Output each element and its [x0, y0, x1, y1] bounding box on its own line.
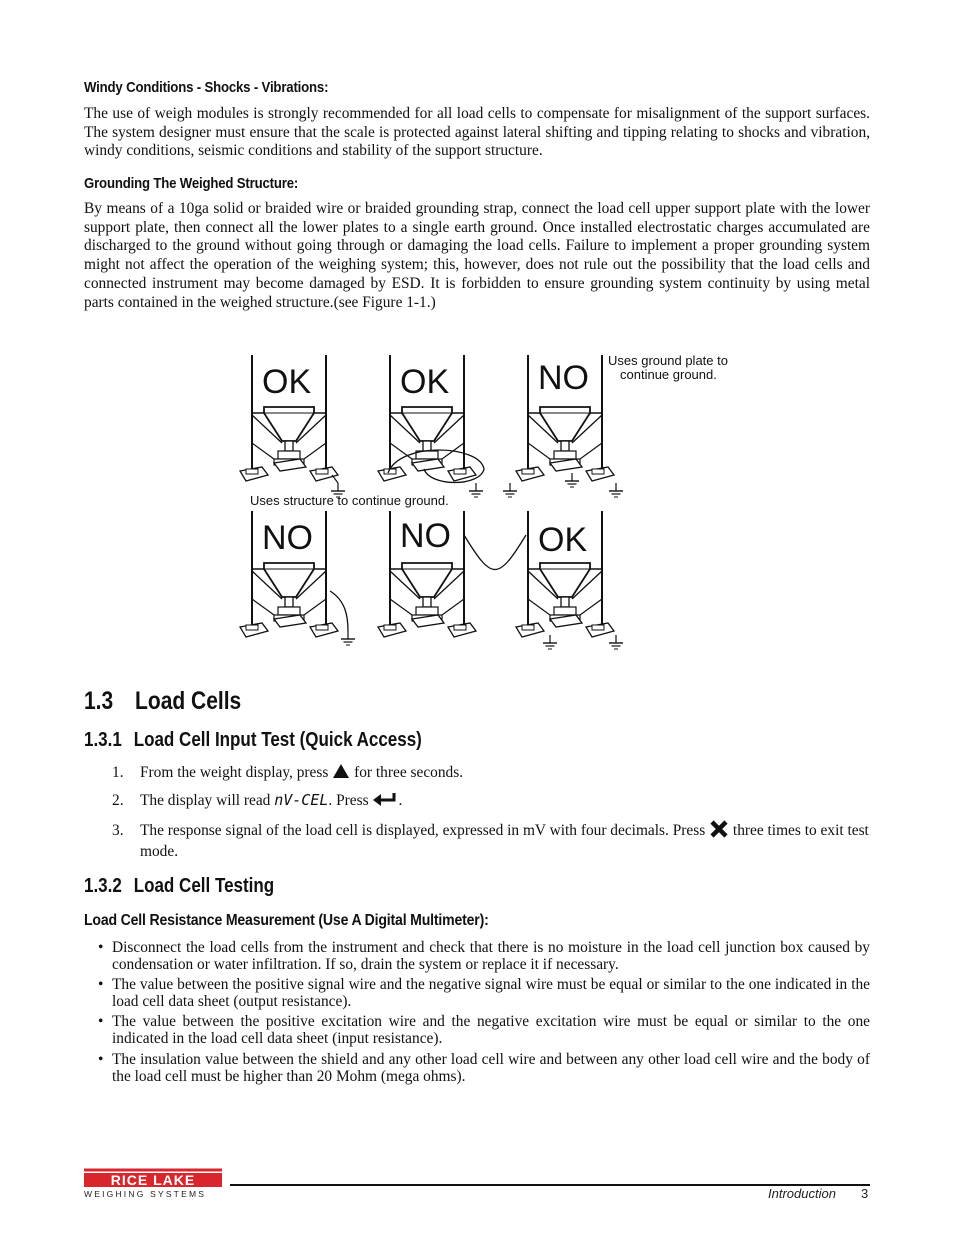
logo-main-text: RICE LAKE	[110, 1172, 196, 1188]
note-ground-plate-2: continue ground.	[620, 367, 717, 382]
windy-paragraph: The use of weigh modules is strongly recommended for all load cells to compensate for misalignment of the support surfaces. The system designer must ensure that the scale is protected against lateral shifting and tipping relating to shocks and vibration, windy conditions, seismic conditions and stability of the support structure.	[84, 105, 870, 160]
bullet-item-4	[84, 1052, 870, 1086]
section-heading-1-3	[84, 687, 241, 716]
display-code: nV-CEL	[274, 791, 329, 809]
step-text: for three seconds.	[354, 764, 464, 781]
enter-icon	[372, 792, 398, 806]
step-text: .	[398, 792, 403, 809]
footer-section-name: Introduction	[768, 1186, 836, 1201]
bullet-dot: •	[98, 1013, 104, 1030]
figure-label-2: OK	[400, 363, 450, 401]
step-1	[112, 762, 870, 784]
grounding-heading: Grounding The Weighed Structure:	[84, 175, 299, 192]
logo-mark	[84, 1166, 222, 1188]
section-number: 1.3	[84, 687, 114, 715]
step-3	[112, 820, 870, 864]
figure-label-6: OK	[538, 521, 588, 559]
step-number: 1.	[112, 764, 124, 781]
note-ground-plate-1: Uses ground plate to	[608, 353, 728, 368]
note-structure: Uses structure to continue ground.	[250, 493, 449, 508]
bullet-item-1	[84, 940, 870, 974]
step-text: The response signal of the load cell is displayed, expressed in mV with four decimals. Press	[140, 822, 706, 839]
subsection-title: Load Cell Input Test (Quick Access)	[133, 729, 422, 751]
step-number: 2.	[112, 792, 124, 809]
grounding-figure	[230, 345, 750, 657]
grounding-paragraph: By means of a 10ga solid or braided wire or braided grounding strap, connect the load cell upper support plate with the lower support plate, then connect all the lower plates to a single earth ground. Once installed electrostatic charges accumulated are discharged to the ground without going through or damaging the load cells. Failure to implement a proper grounding system might not affect the operation of the weighing system; this, however, does not rule out the possibility that the load cells and connected instrument may become damaged by ESD. It is forbidden to ensure grounding system continuity by using metal parts contained in the weighed structure.(see Figure 1-1.)	[84, 200, 870, 311]
bullet-item-3	[84, 1014, 870, 1048]
bullet-text: Disconnect the load cells from the instrument and check that there is no moisture in the load cell junction box caused by condensation or water infiltration. If so, drain the system or replace it if necessary.	[112, 939, 870, 973]
section-heading-1-3-2	[84, 875, 274, 898]
bullet-dot: •	[98, 976, 104, 993]
bullet-dot: •	[98, 939, 104, 956]
step-text: The display will read	[140, 792, 271, 809]
bullet-text: The value between the positive signal wire and the negative signal wire must be equal or similar to the one indicated in the load cell data sheet (output resistance).	[112, 976, 870, 1010]
footer-page-number: 3	[861, 1186, 869, 1201]
step-text: . Press	[328, 792, 369, 809]
figure-label-4: NO	[262, 519, 313, 557]
step-text: From the weight display, press	[140, 764, 329, 781]
windy-heading: Windy Conditions - Shocks - Vibrations:	[84, 79, 329, 96]
resistance-heading: Load Cell Resistance Measurement (Use A Digital Multimeter):	[84, 912, 489, 929]
section-title: Load Cells	[135, 687, 242, 715]
subsection-number: 1.3.1	[84, 729, 122, 751]
bullet-item-2	[84, 977, 870, 1011]
rice-lake-logo	[84, 1166, 222, 1200]
figure-label-5: NO	[400, 517, 451, 555]
logo-sub-text: WEIGHING SYSTEMS	[84, 1189, 207, 1199]
step-2	[112, 790, 870, 812]
figure-label-3: NO	[538, 359, 589, 397]
section-heading-1-3-1	[84, 729, 422, 752]
step-number: 3.	[112, 822, 124, 839]
bullet-text: The value between the positive excitation wire and the negative excitation wire must be equal or similar to the one indicated in the load cell data sheet (input resistance).	[112, 1013, 870, 1047]
up-arrow-icon	[332, 763, 350, 779]
step-text: three times to exit test mode.	[140, 822, 869, 860]
connecting-wire	[464, 535, 526, 570]
x-icon	[709, 820, 729, 838]
subsection-title: Load Cell Testing	[133, 875, 275, 897]
bullet-dot: •	[98, 1051, 104, 1068]
figure-label-1: OK	[262, 363, 312, 401]
subsection-number: 1.3.2	[84, 875, 122, 897]
bullet-text: The insulation value between the shield and any other load cell wire and between any other load cell wire and the body of the load cell must be higher than 20 Mohm (mega ohms).	[112, 1051, 870, 1085]
